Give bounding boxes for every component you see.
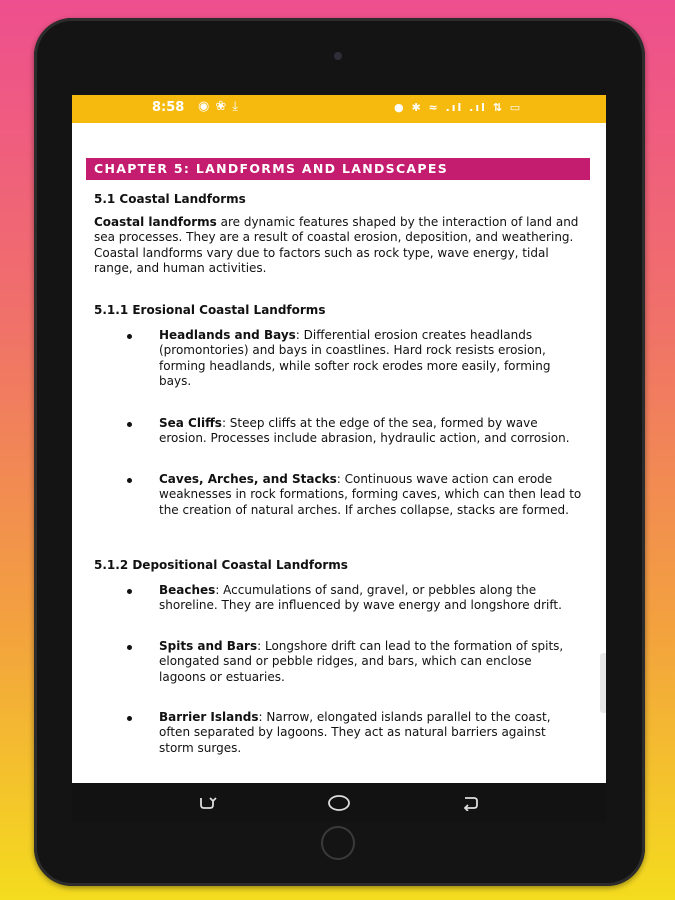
list-item-term: Sea Cliffs	[159, 416, 222, 430]
chapter-banner	[86, 158, 590, 180]
list-item-text: : Longshore drift can lead to the formation of spits, elongated sand or pebble ridges, and bars, which can enclose lagoons or estuaries.	[159, 639, 564, 684]
document-page[interactable]	[72, 123, 606, 783]
list-item	[159, 639, 579, 685]
alarm-icon: ●	[394, 101, 406, 114]
list-item-term: Barrier Islands	[159, 710, 259, 724]
list-item-text: : Accumulations of sand, gravel, or pebbles along the shoreline. They are influenced by wave energy and longshore drift.	[159, 583, 562, 613]
status-right-icons	[394, 101, 522, 114]
list-item-text: : Steep cliffs at the edge of the sea, formed by wave erosion. Processes include abrasion, hydraulic action, and corrosion.	[159, 416, 570, 446]
subsection-heading-erosional: 5.1.1 Erosional Coastal Landforms	[94, 303, 326, 317]
hardware-home-button[interactable]	[321, 826, 355, 860]
back-icon	[461, 795, 481, 811]
bluetooth-icon: ✱	[411, 101, 423, 114]
status-time: 8:58	[152, 100, 185, 115]
list-item	[159, 472, 584, 518]
bullet-icon	[127, 645, 132, 650]
bullet-icon	[127, 589, 132, 594]
scroll-handle[interactable]	[600, 653, 606, 713]
subsection-heading-depositional: 5.1.2 Depositional Coastal Landforms	[94, 558, 348, 572]
list-item-text: : Narrow, elongated islands parallel to the coast, often separated by lagoons. They act as natural barriers against storm surges.	[159, 710, 551, 755]
back-button[interactable]	[456, 791, 486, 815]
signal-icon: .ıl	[445, 101, 464, 114]
app-icon: ❀	[215, 99, 233, 114]
data-icon: ⇅	[492, 101, 504, 114]
section-heading: 5.1 Coastal Landforms	[94, 192, 246, 206]
bullet-icon	[127, 716, 132, 721]
status-left-icons	[198, 99, 244, 114]
home-button[interactable]	[324, 791, 354, 815]
intro-text: are dynamic features shaped by the interaction of land and sea processes. They are a result of coastal erosion, deposition, and weathering. Coastal landforms vary due to factors such as rock type, wave energy, tidal range, and human activities.	[94, 215, 579, 275]
list-item	[159, 583, 589, 614]
status-bar	[72, 95, 606, 123]
home-icon	[326, 793, 352, 813]
bullet-icon	[127, 478, 132, 483]
list-item	[159, 710, 559, 756]
list-item-text: : Continuous wave action can erode weaknesses in rock formations, forming caves, which can then lead to the creation of natural arches. If arches collapse, stacks are formed.	[159, 472, 582, 517]
intro-term: Coastal landforms	[94, 215, 217, 229]
notification-badge-icon: ◉	[198, 99, 216, 114]
device-screen	[72, 95, 606, 823]
list-item-text: : Differential erosion creates headlands (promontories) and bays in coastlines. Hard rock resists erosion, forming headlands, while softer rock erodes more easily, forming bays.	[159, 328, 551, 388]
battery-icon: ▭	[509, 101, 523, 114]
wifi-icon: ≈	[428, 101, 440, 114]
chapter-title: CHAPTER 5: LANDFORMS AND LANDSCAPES	[94, 161, 449, 176]
bullet-icon	[127, 422, 132, 427]
signal-icon: .ıl	[469, 101, 487, 114]
list-item	[159, 416, 579, 447]
list-item-term: Spits and Bars	[159, 639, 258, 653]
list-item-term: Beaches	[159, 583, 216, 597]
tablet-frame	[34, 18, 645, 886]
recents-icon	[197, 795, 217, 811]
recents-button[interactable]	[192, 791, 222, 815]
bullet-icon	[127, 334, 132, 339]
list-item	[159, 328, 584, 389]
list-item-term: Caves, Arches, and Stacks	[159, 472, 337, 486]
intro-paragraph	[94, 215, 580, 276]
list-item-term: Headlands and Bays	[159, 328, 296, 342]
front-camera	[334, 52, 342, 60]
navigation-bar	[72, 783, 606, 823]
download-icon: ⤓	[232, 99, 244, 114]
